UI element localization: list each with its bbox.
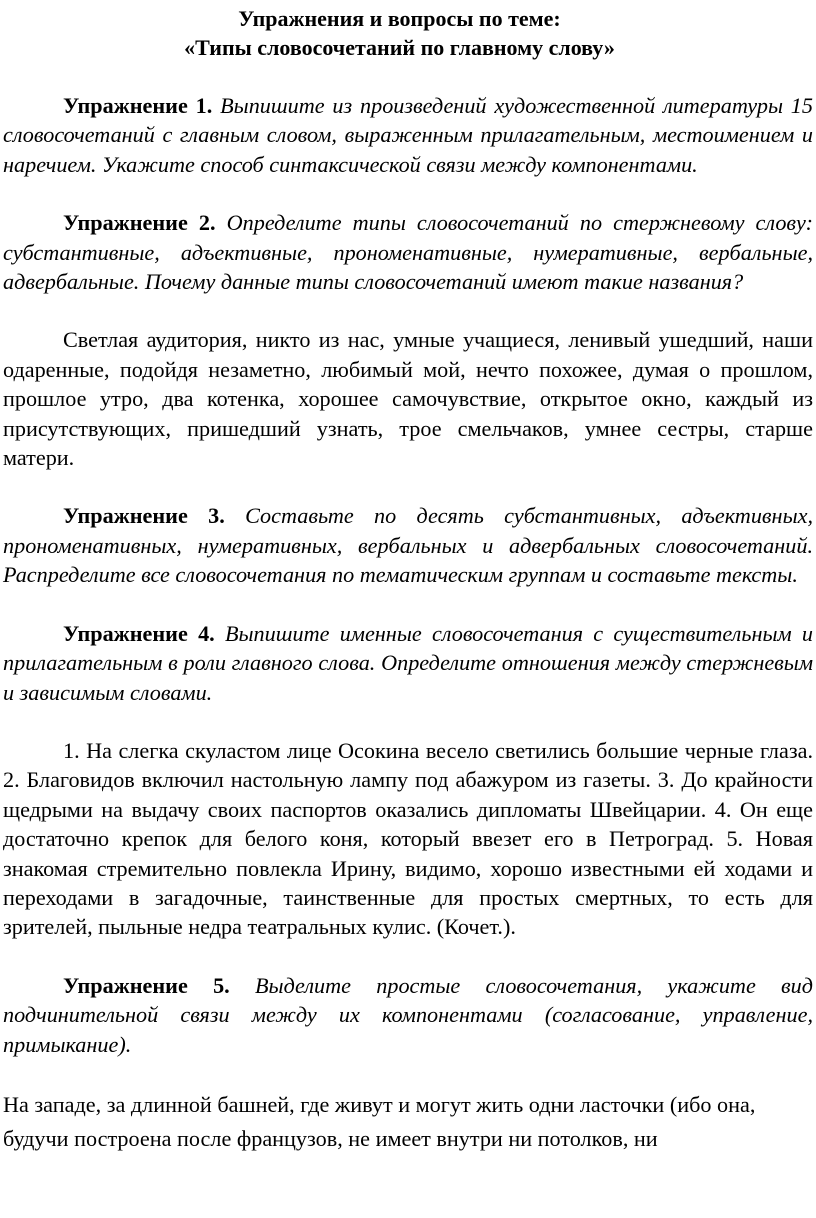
exercise-4 xyxy=(3,619,813,707)
exercise-1 xyxy=(3,91,813,179)
exercise-3 xyxy=(3,501,813,589)
exercise-5-material: На западе, за длинной башней, где живут и могут жить одни ласточки (ибо она, будучи построена после французов, не имеет внутри ни потолков, ни xyxy=(3,1091,756,1151)
exercise-2-task: Определите типы словосочетаний по стержневому слову: субстантивные, адъективные, прономенативные, нумеративные, вербальные, адвербальные. Почему данные типы словосочетаний имеют такие названия? xyxy=(3,210,813,295)
exercise-4-task: Выпишите именные словосочетания с существительным и прилагательным в роли главного слова. Определите отношения между стержневым и зависимым словами. xyxy=(3,620,813,705)
exercise-1-label: Упражнение 1. xyxy=(63,93,213,118)
exercise-3-label: Упражнение 3. xyxy=(63,503,225,529)
exercise-2 xyxy=(3,208,813,296)
title-line-1: Упражнения и вопросы по теме: xyxy=(238,6,561,31)
exercise-5 xyxy=(3,971,813,1059)
exercise-4-material: 1. На слегка скуластом лице Осокина весело светились большие черные глаза. 2. Благовидов включил настольную лампу под абажуром из газеты. 3. До крайности щедрыми на выдачу своих паспортов оказались дипломаты Швейцарии. 4. Он еще достаточно крепок для белого коня, который ввезет его в Петроград. 5. Новая знакомая стремительно повлекла Ирину, видимо, хорошо известными ей ходами и переходами в загадочные, таинственные для простых смертных, то есть для зрителей, пыльные недра театральных кулис. (Кочет.). xyxy=(3,737,813,940)
title-line-2: «Типы словосочетаний по главному слову» xyxy=(184,35,615,60)
exercise-1-task: Выпишите из произведений художественной литературы 15 словосочетаний с главным словом, выраженным прилагательным, местоимением и наречием. Укажите способ синтаксической связи между компонентами. xyxy=(3,93,813,177)
exercise-2-label: Упражнение 2. xyxy=(63,210,216,236)
exercise-5-task: Выделите простые словосочетания, укажите вид подчинительной связи между их компонентами (согласование, управление, примыкание). xyxy=(3,972,813,1057)
exercise-4-label: Упражнение 4. xyxy=(63,620,215,646)
exercise-5-label: Упражнение 5. xyxy=(63,972,230,998)
exercise-2-material: Светлая аудитория, никто из нас, умные учащиеся, ленивый ушедший, наши одаренные, подойдя незаметно, любимый мой, нечто похожее, думая о прошлом, прошлое утро, два котенка, хорошее самочувствие, открытое окно, каждый из присутствующих, пришедший узнать, трое смельчаков, умнее сестры, старше матери. xyxy=(3,327,813,471)
exercise-3-task: Составьте по десять субстантивных, адъективных, прономенативных, нумеративных, вербальных и адвербальных словосочетаний. Распределите все словосочетания по тематическим группам и составьте тексты. xyxy=(3,503,813,588)
document-title xyxy=(3,4,816,62)
